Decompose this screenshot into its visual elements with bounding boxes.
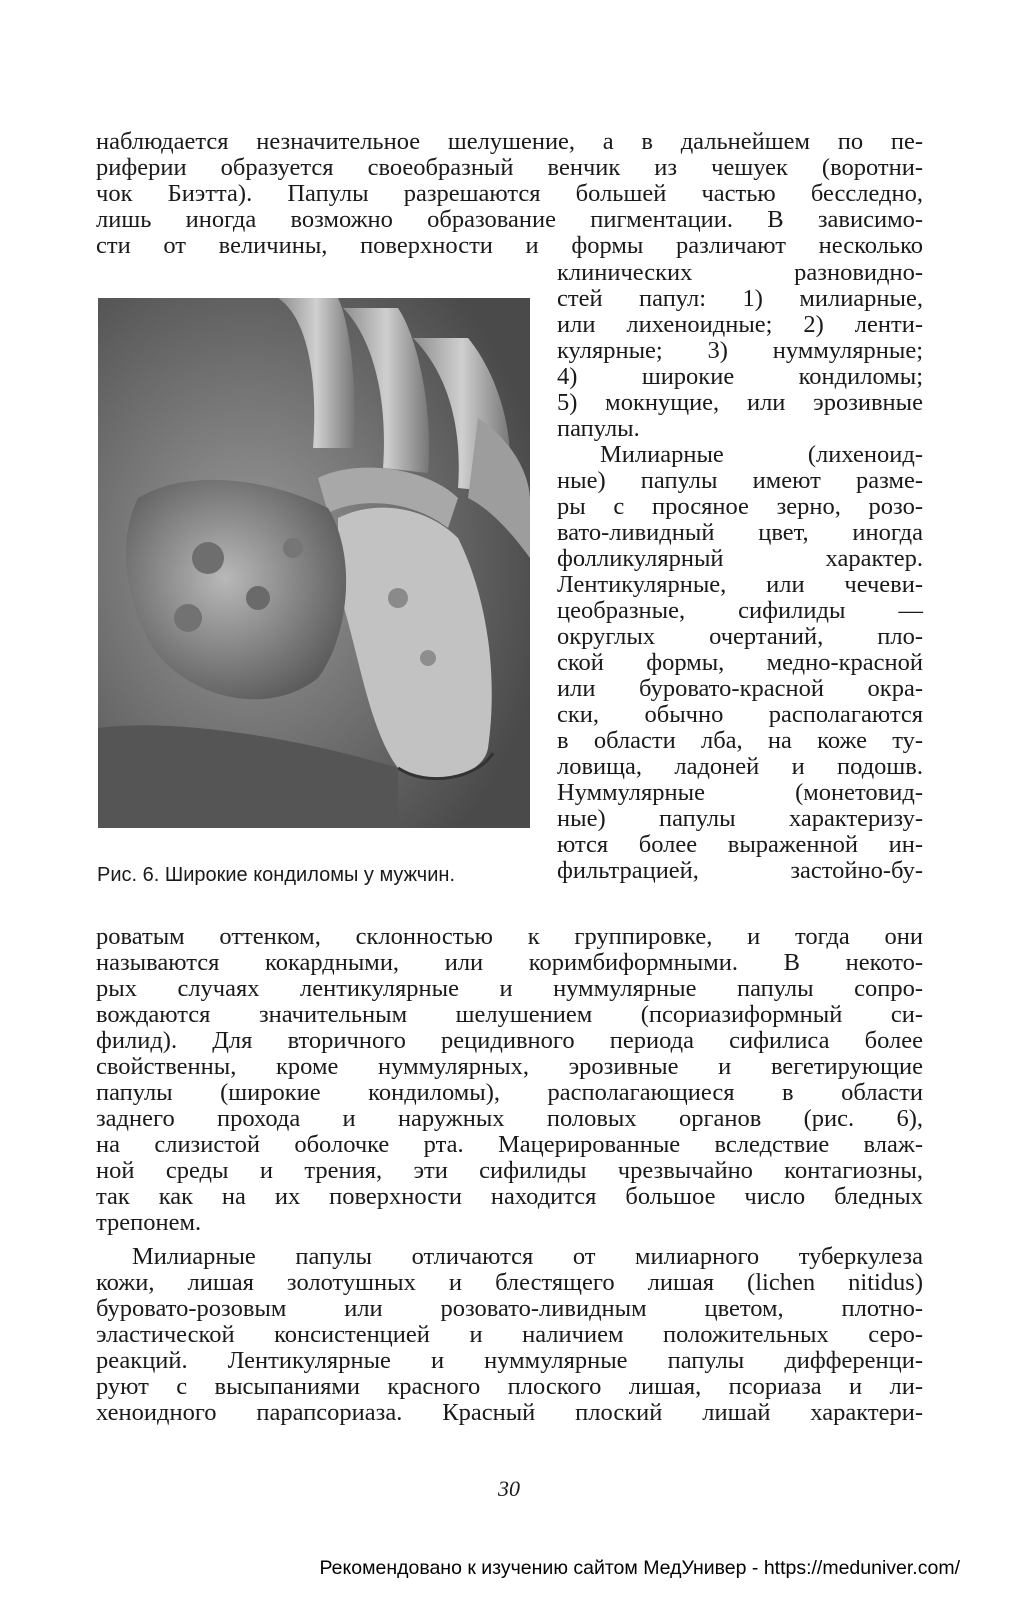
text-line: Лентикулярные, или чечеви- (557, 571, 923, 598)
text-line: так как на их поверхности находится большое число бледных (96, 1183, 923, 1210)
text-line: фильтрацией, застойно-бу- (557, 857, 923, 884)
text-line: риферии образуется своеобразный венчик из чешуек (воротни- (96, 154, 923, 181)
text-line: хеноидного парапсориаза. Красный плоский лишай характери- (96, 1399, 923, 1426)
text-line: реакций. Лентикулярные и нуммулярные папулы дифференци- (96, 1347, 923, 1374)
text-line: папулы (широкие кондиломы), располагающиеся в области (96, 1079, 923, 1106)
text-line: буровато-розовым или розовато-ливидным цветом, плотно- (96, 1295, 923, 1322)
text-line: руют с высыпаниями красного плоского лишая, псориаза и ли- (96, 1373, 923, 1400)
text-line: ные) папулы имеют разме- (557, 467, 923, 494)
text-line: трепонем. (96, 1209, 202, 1236)
text-line: цеобразные, сифилиды — (557, 597, 923, 624)
text-line: фолликулярный характер. (557, 545, 923, 572)
text-line: кожи, лишая золотушных и блестящего лишая (lichen nitidus) (96, 1269, 923, 1296)
text-line: лишь иногда возможно образование пигментации. В зависимо- (96, 206, 923, 233)
page-number: 30 (498, 1476, 520, 1501)
text-line: округлых очертаний, пло- (557, 623, 923, 650)
text-line: в области лба, на коже ту- (557, 727, 923, 754)
text-line: 4) широкие кондиломы; (557, 363, 923, 390)
text-line: роватым оттенком, склонностью к группировке, и тогда они (96, 923, 923, 950)
text-line: наблюдается незначительное шелушение, а в дальнейшем по пе- (96, 128, 923, 155)
text-line: папулы. (557, 415, 640, 442)
text-line: или буровато-красной окра- (557, 675, 923, 702)
text-line: Милиарные (лихеноид- (600, 441, 923, 468)
text-line: Нуммулярные (монетовид- (557, 779, 923, 806)
text-line: ные) папулы характеризу- (557, 805, 923, 832)
text-line: ры с просяное зерно, розо- (557, 493, 923, 520)
text-line: ной среды и трения, эти сифилиды чрезвычайно контагиозны, (96, 1157, 923, 1184)
figure-photo (98, 298, 530, 828)
footer-note: Рекомендовано к изучению сайтом МедУнивер - https://meduniver.com/ (319, 1557, 960, 1579)
text-line: чок Биэтта). Папулы разрешаются большей частью бесследно, (96, 180, 923, 207)
text-line: вождаются значительным шелушением (псориазиформный си- (96, 1001, 923, 1028)
text-line: клинических разновидно- (557, 259, 923, 286)
text-line: рых случаях лентикулярные и нуммулярные папулы сопро- (96, 975, 923, 1002)
text-line: сти от величины, поверхности и формы различают несколько (96, 232, 923, 259)
text-line: ловища, ладоней и подошв. (557, 753, 923, 780)
text-line: стей папул: 1) милиарные, (557, 285, 923, 312)
text-line: ются более выраженной ин- (557, 831, 923, 858)
text-line: кулярные; 3) нуммулярные; (557, 337, 923, 364)
text-line: Милиарные папулы отличаются от милиарного туберкулеза (132, 1243, 923, 1270)
text-line: ски, обычно располагаются (557, 701, 923, 728)
text-line: или лихеноидные; 2) ленти- (557, 311, 923, 338)
text-line: свойственны, кроме нуммулярных, эрозивные и вегетирующие (96, 1053, 923, 1080)
text-line: на слизистой оболочке рта. Мацерированные вследствие влаж- (96, 1131, 923, 1158)
text-line: ской формы, медно-красной (557, 649, 923, 676)
figure-caption: Рис. 6. Широкие кондиломы у мужчин. (97, 864, 455, 886)
text-line: филид). Для вторичного рецидивного периода сифилиса более (96, 1027, 923, 1054)
text-line: называются кокардными, или коримбиформными. В некото- (96, 949, 923, 976)
clinical-photo-illustration (98, 298, 530, 828)
text-line: эластической консистенцией и наличием положительных серо- (96, 1321, 923, 1348)
text-line: заднего прохода и наружных половых органов (рис. 6), (96, 1105, 923, 1132)
text-line: 5) мокнущие, или эрозивные (557, 389, 923, 416)
text-line: вато-ливидный цвет, иногда (557, 519, 923, 546)
